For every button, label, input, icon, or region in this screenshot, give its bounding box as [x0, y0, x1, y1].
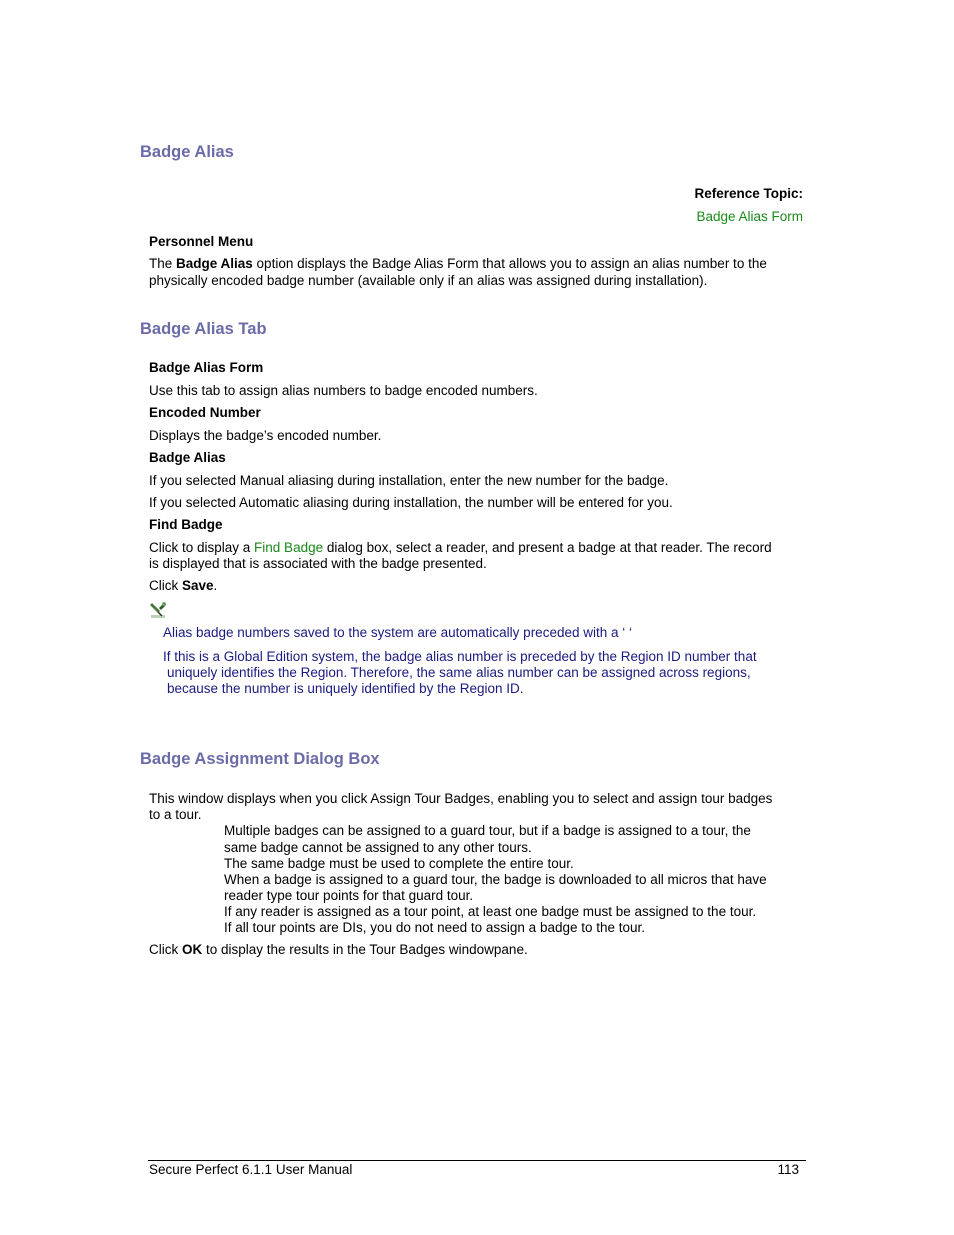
list-item: When a badge is assigned to a guard tour, the badge is downloaded to all micros that have [224, 872, 767, 887]
section-heading-badge-alias: Badge Alias [140, 143, 234, 161]
list-item: The same badge must be used to complete the entire tour. [224, 856, 574, 871]
badge-alias-form-text: Use this tab to assign alias numbers to badge encoded numbers. [149, 383, 538, 398]
badge-alias-text-manual: If you selected Manual aliasing during installation, enter the new number for the badge. [149, 473, 669, 488]
section-heading-badge-alias-tab: Badge Alias Tab [140, 320, 267, 338]
intro-line-1: The Badge Alias option displays the Badge Alias Form that allows you to assign an alias number to the [149, 256, 767, 271]
assignment-intro-line-1: This window displays when you click Assign Tour Badges, enabling you to select and assign tour badges [149, 791, 773, 806]
personnel-menu-label: Personnel Menu [149, 234, 254, 249]
encoded-number-label: Encoded Number [149, 405, 261, 420]
list-item: Multiple badges can be assigned to a guard tour, but if a badge is assigned to a tour, the [224, 823, 751, 838]
badge-alias-form-label: Badge Alias Form [149, 360, 264, 375]
note-global-edition-line-1: If this is a Global Edition system, the badge alias number is preceded by the Region ID number that [163, 649, 757, 664]
reference-topic-label: Reference Topic: [694, 186, 803, 201]
click-ok-line: Click OK to display the results in the Tour Badges windowpane. [149, 942, 528, 957]
list-item: same badge cannot be assigned to any other tours. [224, 840, 532, 855]
note-global-edition-line-3: because the number is uniquely identified by the Region ID. [167, 681, 524, 696]
find-badge-link[interactable]: Find Badge [254, 540, 324, 555]
ok-term: OK [182, 942, 203, 957]
save-term: Save [182, 578, 214, 593]
find-badge-label: Find Badge [149, 517, 223, 532]
footer-manual-title: Secure Perfect 6.1.1 User Manual [149, 1162, 353, 1177]
encoded-number-text: Displays the badge’s encoded number. [149, 428, 382, 443]
note-global-edition-line-2: uniquely identifies the Region. Therefore, the same alias number can be assigned across regions, [167, 665, 751, 680]
click-save-line: Click Save. [149, 578, 218, 593]
section-heading-badge-assignment: Badge Assignment Dialog Box [140, 750, 380, 768]
list-item: If any reader is assigned as a tour point, at least one badge must be assigned to the tour. [224, 904, 757, 919]
badge-alias-text-automatic: If you selected Automatic aliasing during installation, the number will be entered for you. [149, 495, 673, 510]
intro-bold-term: Badge Alias [176, 256, 253, 271]
intro-line-2: physically encoded badge number (available only if an alias was assigned during installation). [149, 273, 708, 288]
footer-page-number: 113 [777, 1162, 799, 1177]
assignment-intro-line-2: to a tour. [149, 807, 202, 822]
note-auto-prefix: Alias badge numbers saved to the system are automatically preceded with a ‘ ‘ [163, 625, 632, 640]
reference-link-badge-alias-form[interactable]: Badge Alias Form [696, 209, 803, 224]
pushpin-note-icon [149, 600, 169, 620]
find-badge-line-2: is displayed that is associated with the badge presented. [149, 556, 487, 571]
list-item: If all tour points are DIs, you do not need to assign a badge to the tour. [224, 920, 646, 935]
badge-alias-label: Badge Alias [149, 450, 226, 465]
footer-divider [148, 1160, 806, 1161]
list-item: reader type tour points for that guard tour. [224, 888, 474, 903]
find-badge-line-1: Click to display a Find Badge dialog box, select a reader, and present a badge at that reader. The record [149, 540, 772, 555]
